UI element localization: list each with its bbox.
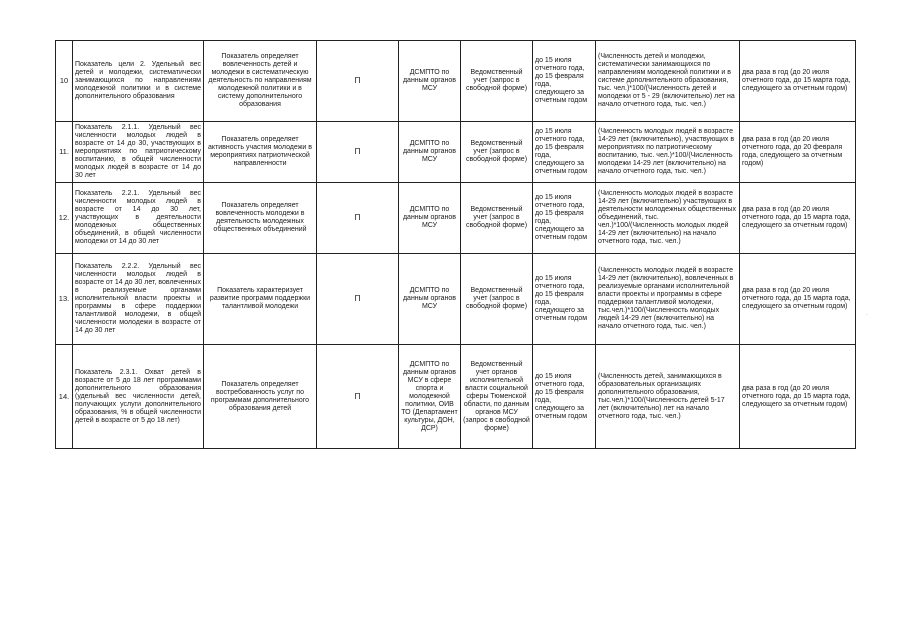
collection-method: Ведомственный учет органов исполнительной власти социальной сферы Тюменской области, по данным органов МСУ (запрос в свободной форме) bbox=[461, 345, 533, 449]
table-row bbox=[56, 183, 856, 254]
reporting-frequency: два раза в год (до 20 июля отчетного года, до 15 марта года, следующего за отчетным годом) bbox=[740, 41, 856, 122]
indicator-name: Показатель 2.3.1. Охват детей в возрасте от 5 до 18 лет программами дополнительного образования (удельный вес численности детей, получающих услуги дополнительного образования, % в общей численности детей в возрасте от 5 до 18 лет) bbox=[73, 345, 204, 449]
reporting-term: до 15 июля отчетного года, до 15 февраля года, следующего за отчетным годом bbox=[533, 254, 596, 345]
reporting-term: до 15 июля отчетного года, до 15 февраля года, следующего за отчетным годом bbox=[533, 345, 596, 449]
indicator-type: П bbox=[317, 254, 399, 345]
indicator-name: Показатель 2.2.2. Удельный вес численности молодых людей в возрасте от 14 до 30 лет, вовлеченных в реализуемые органами исполнительной власти проекты и программы в сфере поддержки талантливой молодежи, в общей численности молодежи в возрасте от 14 до 30 лет bbox=[73, 254, 204, 345]
reporting-frequency: два раза в год (до 20 июля отчетного года, до 15 марта года, следующего за отчетным годом) bbox=[740, 345, 856, 449]
indicator-description: Показатель определяет активность участия молодежи в мероприятиях патриотической направленности bbox=[204, 122, 317, 183]
data-source: ДСМПТО по данным органов МСУ bbox=[399, 41, 461, 122]
indicator-type: П bbox=[317, 345, 399, 449]
calculation-formula: (Численность молодых людей в возрасте 14-29 лет (включительно) участвующих в деятельности молодежных общественных объединений, тыс. чел.)*100/(Численность молодых людей 14-29 лет (включительно) на начало отчетного года, тыс. чел.) bbox=[596, 183, 740, 254]
collection-method: Ведомственный учет (запрос в свободной форме) bbox=[461, 254, 533, 345]
indicator-name: Показатель 2.1.1. Удельный вес численности молодых людей в возрасте от 14 до 30, участвующих в мероприятиях по патриотическому воспитанию, в общей численности молодых людей в возрасте от 14 до 30 лет bbox=[73, 122, 204, 183]
collection-method: Ведомственный учет (запрос в свободной форме) bbox=[461, 41, 533, 122]
row-number: 14. bbox=[56, 345, 73, 449]
table-row bbox=[56, 122, 856, 183]
row-number: 10 bbox=[56, 41, 73, 122]
data-source: ДСМПТО по данным органов МСУ bbox=[399, 122, 461, 183]
row-number: 11. bbox=[56, 122, 73, 183]
table-row bbox=[56, 345, 856, 449]
indicator-description: Показатель определяет востребованность услуг по программам дополнительного образования детей bbox=[204, 345, 317, 449]
calculation-formula: (Численность детей, занимающихся в образовательных организациях дополнительного образования, тыс.чел.)*100/(Численность детей 5-17 лет (включительно) лет на начало отчетного года, тыс. чел.) bbox=[596, 345, 740, 449]
calculation-formula: (Численность детей и молодежи, систематически занимающихся по направлениям молодежной политики и в системе дополнительного образования, тыс. чел.)*100/(Численность детей и молодежи от 5 - 29 (включительно) лет на начало отчетного года, тыс. чел.) bbox=[596, 41, 740, 122]
reporting-term: до 15 июля отчетного года, до 15 февраля года, следующего за отчетным годом bbox=[533, 41, 596, 122]
collection-method: Ведомственный учет (запрос в свободной форме) bbox=[461, 122, 533, 183]
indicator-type: П bbox=[317, 183, 399, 254]
indicator-description: Показатель определяет вовлеченность молодежи в деятельность молодежных общественных объединений bbox=[204, 183, 317, 254]
scan-speck: · bbox=[866, 312, 868, 318]
row-number: 13. bbox=[56, 254, 73, 345]
reporting-term: до 15 июля отчетного года, до 15 февраля года, следующего за отчетным годом bbox=[533, 183, 596, 254]
indicator-type: П bbox=[317, 41, 399, 122]
row-number: 12. bbox=[56, 183, 73, 254]
indicator-type: П bbox=[317, 122, 399, 183]
reporting-frequency: два раза в год (до 20 июля отчетного года, до 15 марта года, следующего за отчетным годом) bbox=[740, 183, 856, 254]
indicator-name: Показатель цели 2. Удельный вес детей и молодежи, систематически занимающихся по направлениям молодежной политики и в системе дополнительного образования bbox=[73, 41, 204, 122]
data-source: ДСМПТО по данным органов МСУ bbox=[399, 183, 461, 254]
indicator-description: Показатель определяет вовлеченность детей и молодежи в систематическую деятельность по направлениям молодежной политики и в систему дополнительного образования bbox=[204, 41, 317, 122]
reporting-frequency: два раза в год (до 20 июля отчетного года, до 15 марта года, следующего за отчетным годом) bbox=[740, 254, 856, 345]
collection-method: Ведомственный учет (запрос в свободной форме) bbox=[461, 183, 533, 254]
data-source: ДСМПТО по данным органов МСУ bbox=[399, 254, 461, 345]
calculation-formula: (Численность молодых людей в возрасте 14-29 лет (включительно), вовлеченных в реализуемые органами исполнительной власти проекты и программы в сфере поддержки талантливой молодежи, тыс.чел.)*100/(Численность молодых людей 14-29 лет (включительно) на начало отчетного года, тыс. чел.) bbox=[596, 254, 740, 345]
indicators-table bbox=[55, 40, 856, 449]
data-source: ДСМПТО по данным органов МСУ в сфере спорта и молодежной политики, ОИВ ТО (Департамент культуры, ДОН, ДСР) bbox=[399, 345, 461, 449]
reporting-term: до 15 июля отчетного года, до 15 февраля года, следующего за отчетным годом bbox=[533, 122, 596, 183]
reporting-frequency: два раза в год (до 20 июля отчетного года, до 20 февраля года, следующего за отчетным годом) bbox=[740, 122, 856, 183]
table-row bbox=[56, 41, 856, 122]
calculation-formula: (Численность молодых людей в возрасте 14-29 лет (включительно), участвующих в мероприятиях по патриотическому воспитанию, тыс. чел.)*100/(Численность молодежи 14-29 лет (включительно) на начало отчетного года, тыс. чел.) bbox=[596, 122, 740, 183]
indicator-description: Показатель характеризует развитие программ поддержки талантливой молодежи bbox=[204, 254, 317, 345]
indicator-name: Показатель 2.2.1. Удельный вес численности молодых людей в возрасте от 14 до 30 лет, участвующих в деятельности молодежных общественных объединений, в общей численности молодежи от 14 до 30 лет bbox=[73, 183, 204, 254]
indicator-table-page bbox=[55, 40, 855, 449]
table-row bbox=[56, 254, 856, 345]
